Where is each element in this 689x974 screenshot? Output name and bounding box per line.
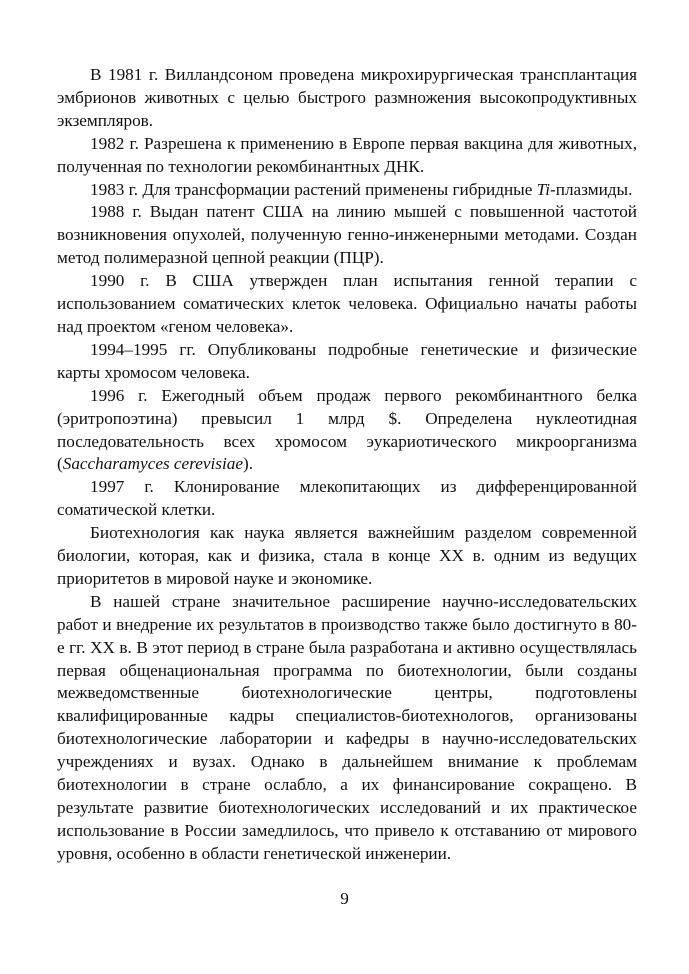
- paragraph-1996-text-end: ).: [242, 454, 253, 474]
- paragraph-1983-text-start: 1983 г. Для трансформации растений применены гибридные: [90, 179, 537, 199]
- paragraph-1983: [57, 179, 637, 202]
- paragraph-1990: 1990 г. В США утвержден план испытания генной терапии с использованием соматических клеток человека. Официально начаты работы над проектом «геном человека».: [57, 271, 637, 336]
- paragraph-1996-text-start: 1996 г. Ежегодный объем продаж первого рекомбинантного белка (эритропоэтина) превысил 1 млрд $. Определена нуклеотидная последовательность всех хромосом эукариотического микроорганизма (: [57, 385, 637, 474]
- paragraph-1996: [57, 385, 637, 477]
- paragraph-1981: В 1981 г. Вилландсоном проведена микрохирургическая трансплантация эмбрионов животных с целью быстрого размножения высокопродуктивных экземпляров.: [57, 65, 637, 130]
- ti-plasmid-term: Ti: [536, 179, 551, 199]
- paragraph-biotech-science: Биотехнология как наука является важнейшим разделом современной биологии, которая, как и физика, стала в конце XX в. одним из ведущих приоритетов в мировой науке и экономике.: [57, 523, 637, 588]
- paragraph-1994-1995: 1994–1995 гг. Опубликованы подробные генетические и физические карты хромосом человека.: [57, 339, 637, 382]
- paragraph-1983-text-end: -плазмиды.: [550, 179, 633, 199]
- saccharomyces-term: Saccharamyces cerevisiae: [62, 454, 243, 474]
- page-body: [57, 64, 637, 866]
- paragraph-1988: 1988 г. Выдан патент США на линию мышей с повышенной частотой возникновения опухолей, полученную генно-инженерными методами. Создан метод полимеразной цепной реакции (ПЦР).: [57, 202, 637, 268]
- page-number: 9: [340, 889, 349, 908]
- paragraph-our-country: В нашей стране значительное расширение научно-исследовательских работ и внедрение их результатов в производство также было достигнуто в 80-е гг. XX в. В этот период в стране была разработана и активно осуществлялась первая общенациональная программа по биотехнологии, были созданы межведомственные биотехнологические центры, подготовлены квалифицированные кадры специалистов-биотехнологов, организованы биотехнологические лаборатории и кафедры в научно-исследовательских учреждениях и вузах. Однако в дальнейшем внимание к проблемам биотехнологии в стране ослабло, а их финансирование сокращено. В результате развитие биотехнологических исследований и их практическое использование в России замедлилось, что привело к отставанию от мирового уровня, особенно в области генетической инженерии.: [57, 591, 637, 863]
- paragraph-1997: 1997 г. Клонирование млекопитающих из дифференцированной соматической клетки.: [57, 477, 637, 520]
- paragraph-1982: 1982 г. Разрешена к применению в Европе первая вакцина для животных, полученная по технологии рекомбинантных ДНК.: [57, 133, 637, 176]
